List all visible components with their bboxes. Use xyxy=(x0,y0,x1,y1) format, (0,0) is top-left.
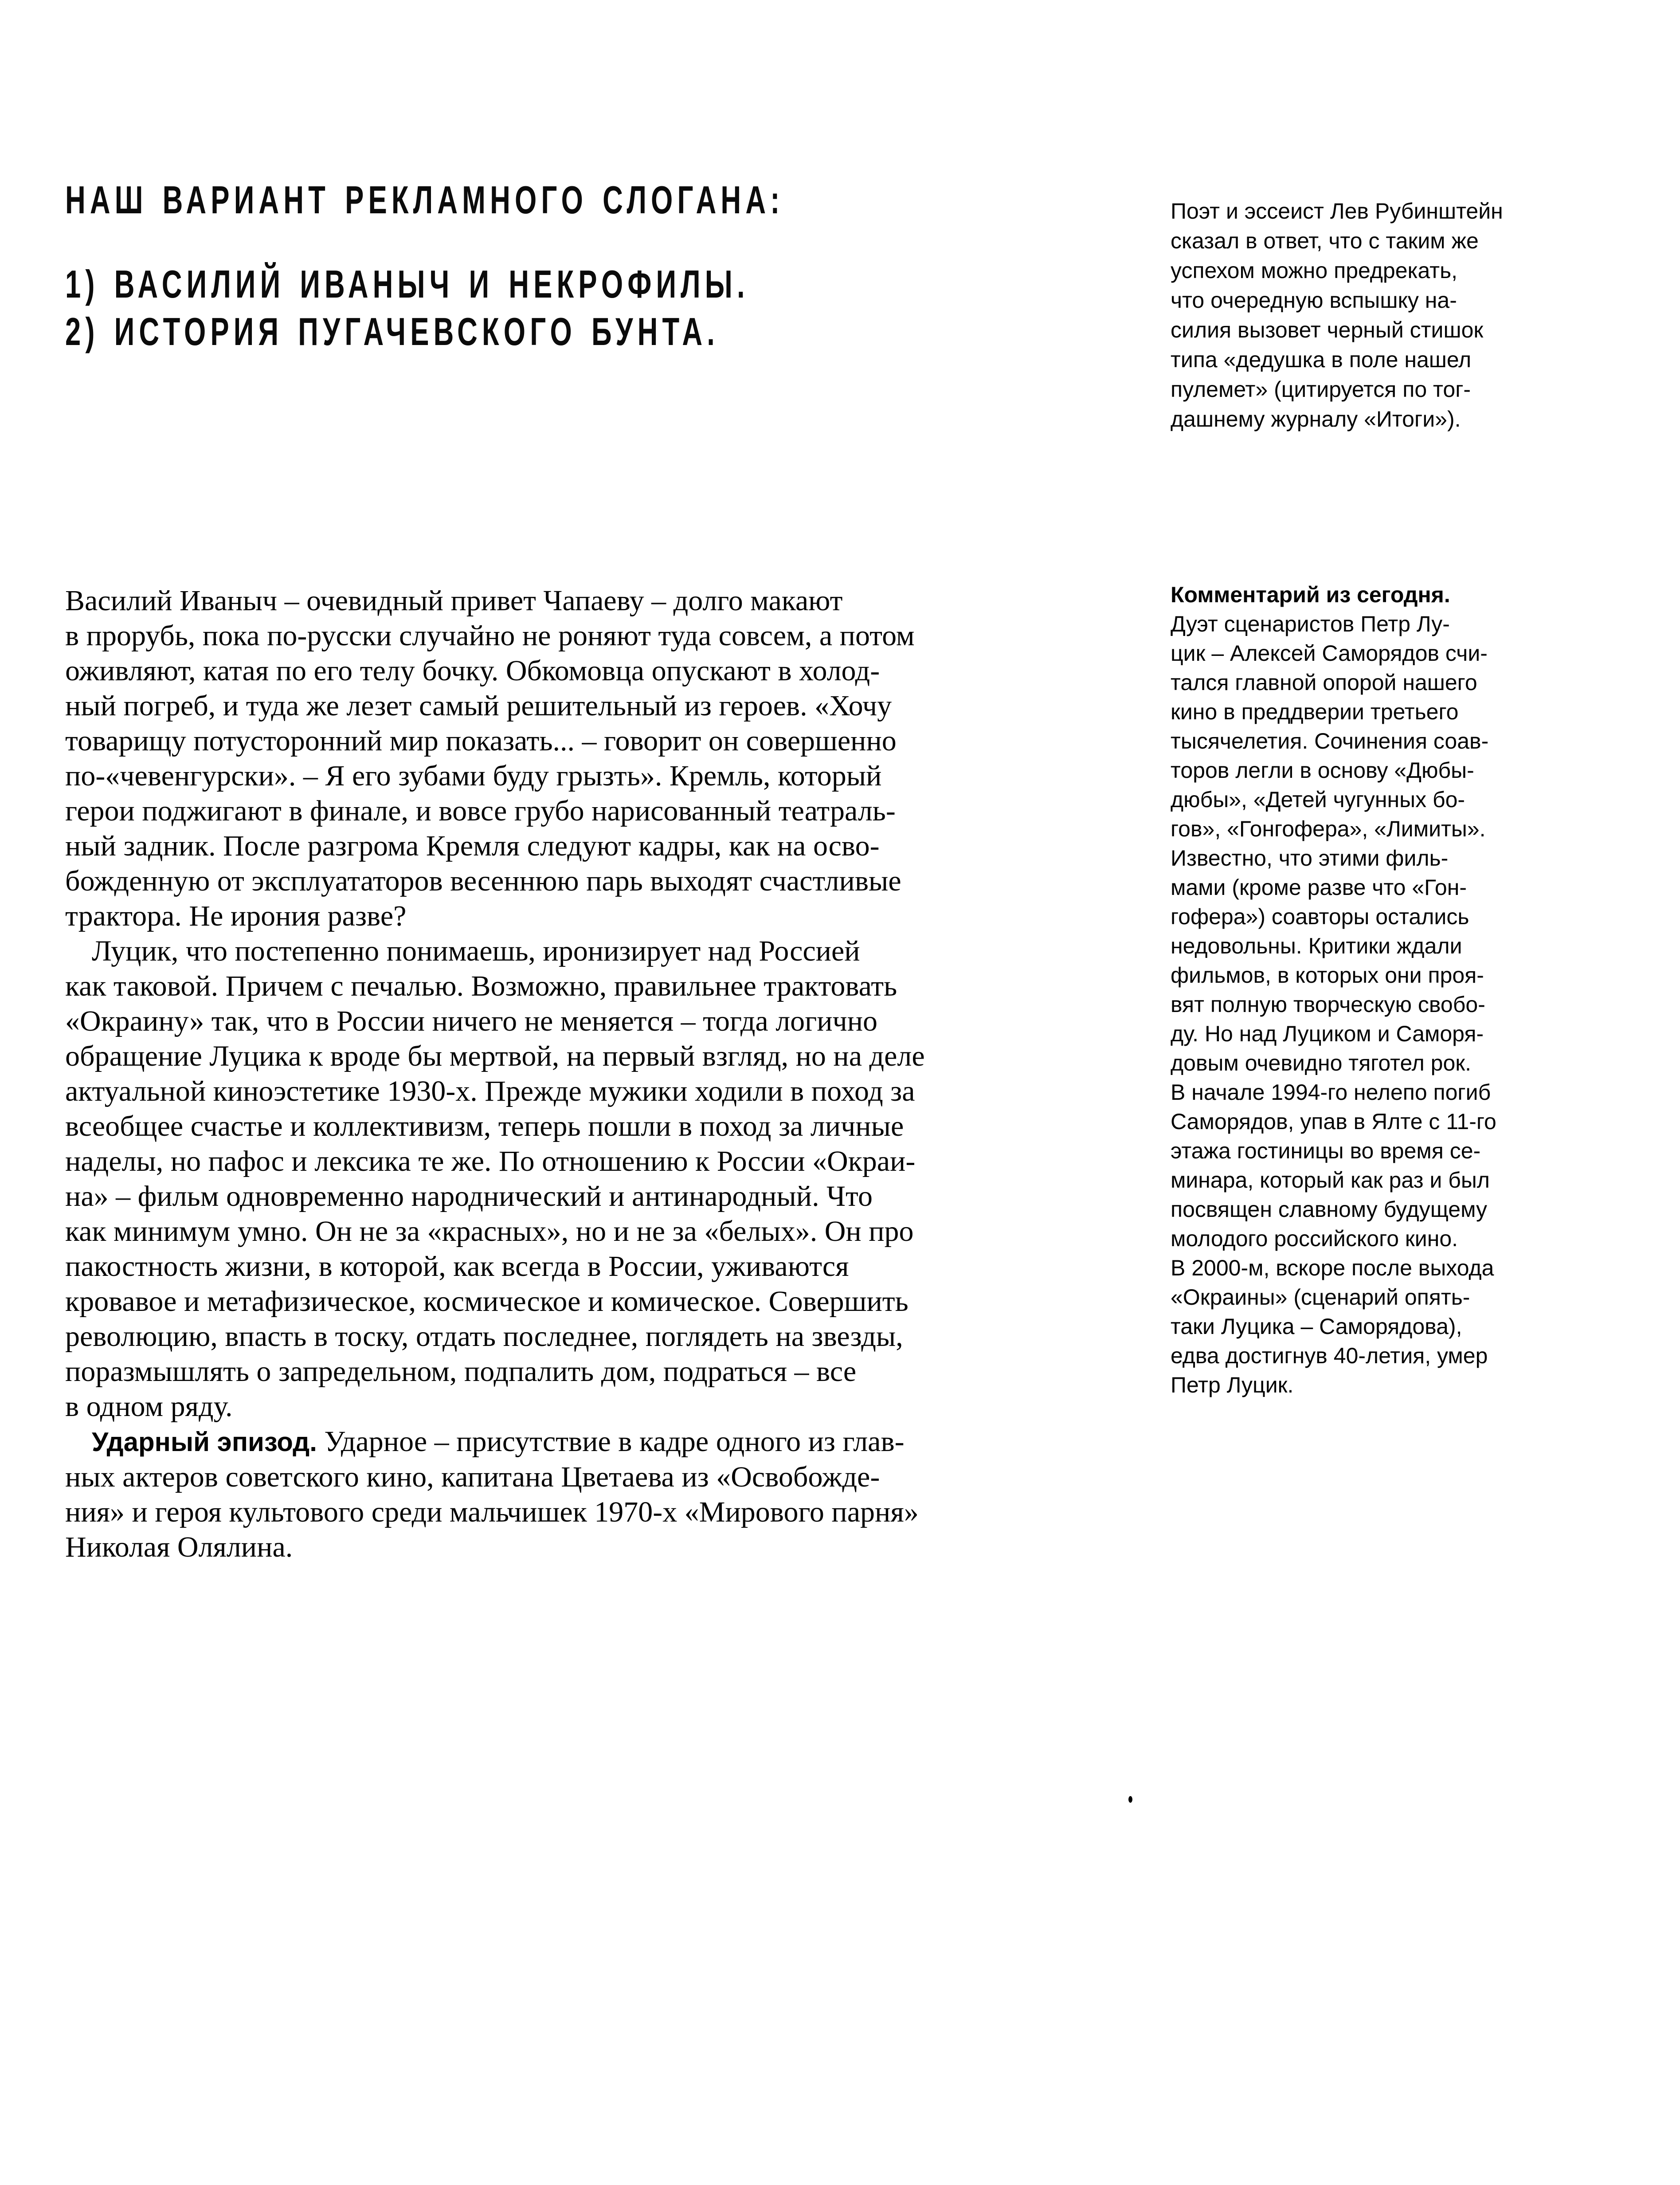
article-line: революцию, впасть в тоску, отдать последнее, поглядеть на звезды, xyxy=(65,1320,903,1353)
article-line: всеобщее счастье и коллективизм, теперь пошли в поход за личные xyxy=(65,1110,904,1142)
sidebar-commentary-line: довым очевидно тяготел рок. xyxy=(1171,1051,1472,1075)
sidebar-commentary-line: гов», «Гонгофера», «Лимиты». xyxy=(1171,816,1486,841)
slogan-heading: НАШ ВАРИАНТ РЕКЛАМНОГО СЛОГАНА: xyxy=(65,178,784,222)
sidebar-commentary-line: дюбы», «Детей чугунных бо- xyxy=(1171,787,1465,812)
sidebar-commentary-line: ду. Но над Луциком и Саморя- xyxy=(1171,1021,1484,1046)
article-body xyxy=(65,583,1218,1565)
article-line: по-«чевенгурски». – Я его зубами буду грызть». Кремль, который xyxy=(65,760,882,792)
sidebar-commentary-line: цик – Алексей Саморядов счи- xyxy=(1171,641,1488,666)
sidebar-commentary-line: Комментарий из сегодня. xyxy=(1171,582,1450,607)
sidebar-commentary-line: кино в преддверии третьего xyxy=(1171,699,1459,724)
sidebar-note-line: дашнему журналу «Итоги»). xyxy=(1171,407,1461,432)
article-line: оживляют, катая по его телу бочку. Обкомовца опускают в холод- xyxy=(65,655,880,687)
article-line: «Окраину» так, что в России ничего не меняется – тогда логично xyxy=(65,1005,878,1037)
slogan-item-2: 2) ИСТОРИЯ ПУГАЧЕВСКОГО БУНТА. xyxy=(65,310,719,353)
sidebar-commentary-line: едва достигнув 40-летия, умер xyxy=(1171,1343,1488,1368)
bold-lead-in: Ударный эпизод. xyxy=(92,1427,317,1457)
article-line: божденную от эксплуататоров весеннюю парь выходят счастливые xyxy=(65,865,901,897)
sidebar-commentary-line: гофера») соавторы остались xyxy=(1171,904,1469,929)
sidebar-note-line: типа «дедушка в поле нашел xyxy=(1171,347,1472,372)
sidebar-note-line: успехом можно предрекать, xyxy=(1171,258,1458,283)
article-line: ный задник. После разгрома Кремля следуют кадры, как на осво- xyxy=(65,830,880,862)
sidebar-commentary-line: Саморядов, упав в Ялте с 11-го xyxy=(1171,1109,1496,1134)
article-line: Василий Иваныч – очевидный привет Чапаеву – долго макают xyxy=(65,584,843,617)
article-line: ный погреб, и туда же лезет самый решительный из героев. «Хочу xyxy=(65,690,892,722)
sidebar-note-line: сказал в ответ, что с таким же xyxy=(1171,228,1479,253)
article-line: герои поджигают в финале, и вовсе грубо нарисованный театраль- xyxy=(65,795,896,827)
sidebar-commentary-line: этажа гостиницы во время се- xyxy=(1171,1138,1481,1163)
article-line: как минимум умно. Он не за «красных», но и не за «белых». Он про xyxy=(65,1215,914,1247)
sidebar-commentary-line: Известно, что этими филь- xyxy=(1171,846,1449,871)
sidebar-note-top xyxy=(1171,196,1596,434)
sidebar-commentary-line: посвящен славному будущему xyxy=(1171,1197,1488,1222)
sidebar-commentary-line: Петр Луцик. xyxy=(1171,1373,1294,1397)
article-line: на» – фильм одновременно народнический и антинародный. Что xyxy=(65,1180,873,1212)
article-line: Николая Олялина. xyxy=(65,1531,293,1563)
sidebar-note-line: что очередную вспышку на- xyxy=(1171,288,1457,313)
sidebar-commentary-line: В 2000-м, вскоре после выхода xyxy=(1171,1255,1494,1280)
article-line: в одном ряду. xyxy=(65,1390,233,1423)
sidebar-commentary-line: мами (кроме разве что «Гон- xyxy=(1171,875,1467,900)
sidebar-commentary-line: торов легли в основу «Дюбы- xyxy=(1171,758,1474,783)
sidebar-commentary-line: недовольны. Критики ждали xyxy=(1171,934,1462,958)
article-line: пакостность жизни, в которой, как всегда в России, уживаются xyxy=(65,1250,849,1283)
sidebar-note-line: Поэт и эссеист Лев Рубинштейн xyxy=(1171,199,1503,224)
article-line: обращение Луцика к вроде бы мертвой, на первый взгляд, но на деле xyxy=(65,1040,925,1072)
sidebar-commentary-line: тался главной опорой нашего xyxy=(1171,670,1477,695)
sidebar-commentary-line: вят полную творческую свобо- xyxy=(1171,992,1485,1017)
article-line: кровавое и метафизическое, космическое и комическое. Совершить xyxy=(65,1285,909,1318)
article-line: ния» и героя культового среди мальчишек 1970-х «Мирового парня» xyxy=(65,1496,919,1528)
article-line: трактора. Не ирония разве? xyxy=(65,900,407,932)
sidebar-commentary-line: молодого российского кино. xyxy=(1171,1226,1458,1251)
article-line: Луцик, что постепенно понимаешь, иронизирует над Россией xyxy=(92,935,860,967)
sidebar-commentary-line: фильмов, в которых они проя- xyxy=(1171,963,1484,988)
sidebar-note-line: силия вызовет черный стишок xyxy=(1171,318,1484,342)
sidebar-commentary-line: Дуэт сценаристов Петр Лу- xyxy=(1171,612,1450,636)
sidebar-commentary xyxy=(1171,580,1596,1400)
sidebar-commentary-line: «Окраины» (сценарий опять- xyxy=(1171,1285,1470,1310)
article-line: наделы, но пафос и лексика те же. По отношению к России «Окраи- xyxy=(65,1145,916,1177)
article-line: как таковой. Причем с печалью. Возможно, правильнее трактовать xyxy=(65,970,897,1002)
slogan-item-1: 1) ВАСИЛИЙ ИВАНЫЧ И НЕКРОФИЛЫ. xyxy=(65,262,749,306)
sidebar-commentary-line: таки Луцика – Саморядова), xyxy=(1171,1314,1462,1339)
article-line: поразмышлять о запредельном, подпалить дом, подраться – все xyxy=(65,1355,857,1388)
sidebar-note-line: пулемет» (цитируется по тог- xyxy=(1171,377,1471,402)
article-line: актуальной киноэстетике 1930-х. Прежде мужики ходили в поход за xyxy=(65,1075,915,1107)
article-line: ных актеров советского кино, капитана Цветаева из «Освобожде- xyxy=(65,1461,880,1493)
article-line: товарищу потусторонний мир показать... – говорит он совершенно xyxy=(65,725,897,757)
article-line: Ударный эпизод. Ударное – присутствие в кадре одного из глав- xyxy=(92,1425,905,1458)
article-line: в прорубь, пока по-русски случайно не роняют туда совсем, а потом xyxy=(65,620,915,652)
stray-ink-dot xyxy=(1128,1796,1132,1803)
sidebar-commentary-line: В начале 1994-го нелепо погиб xyxy=(1171,1080,1491,1105)
sidebar-commentary-line: минара, который как раз и был xyxy=(1171,1168,1490,1193)
sidebar-commentary-line: тысячелетия. Сочинения соав- xyxy=(1171,729,1489,753)
